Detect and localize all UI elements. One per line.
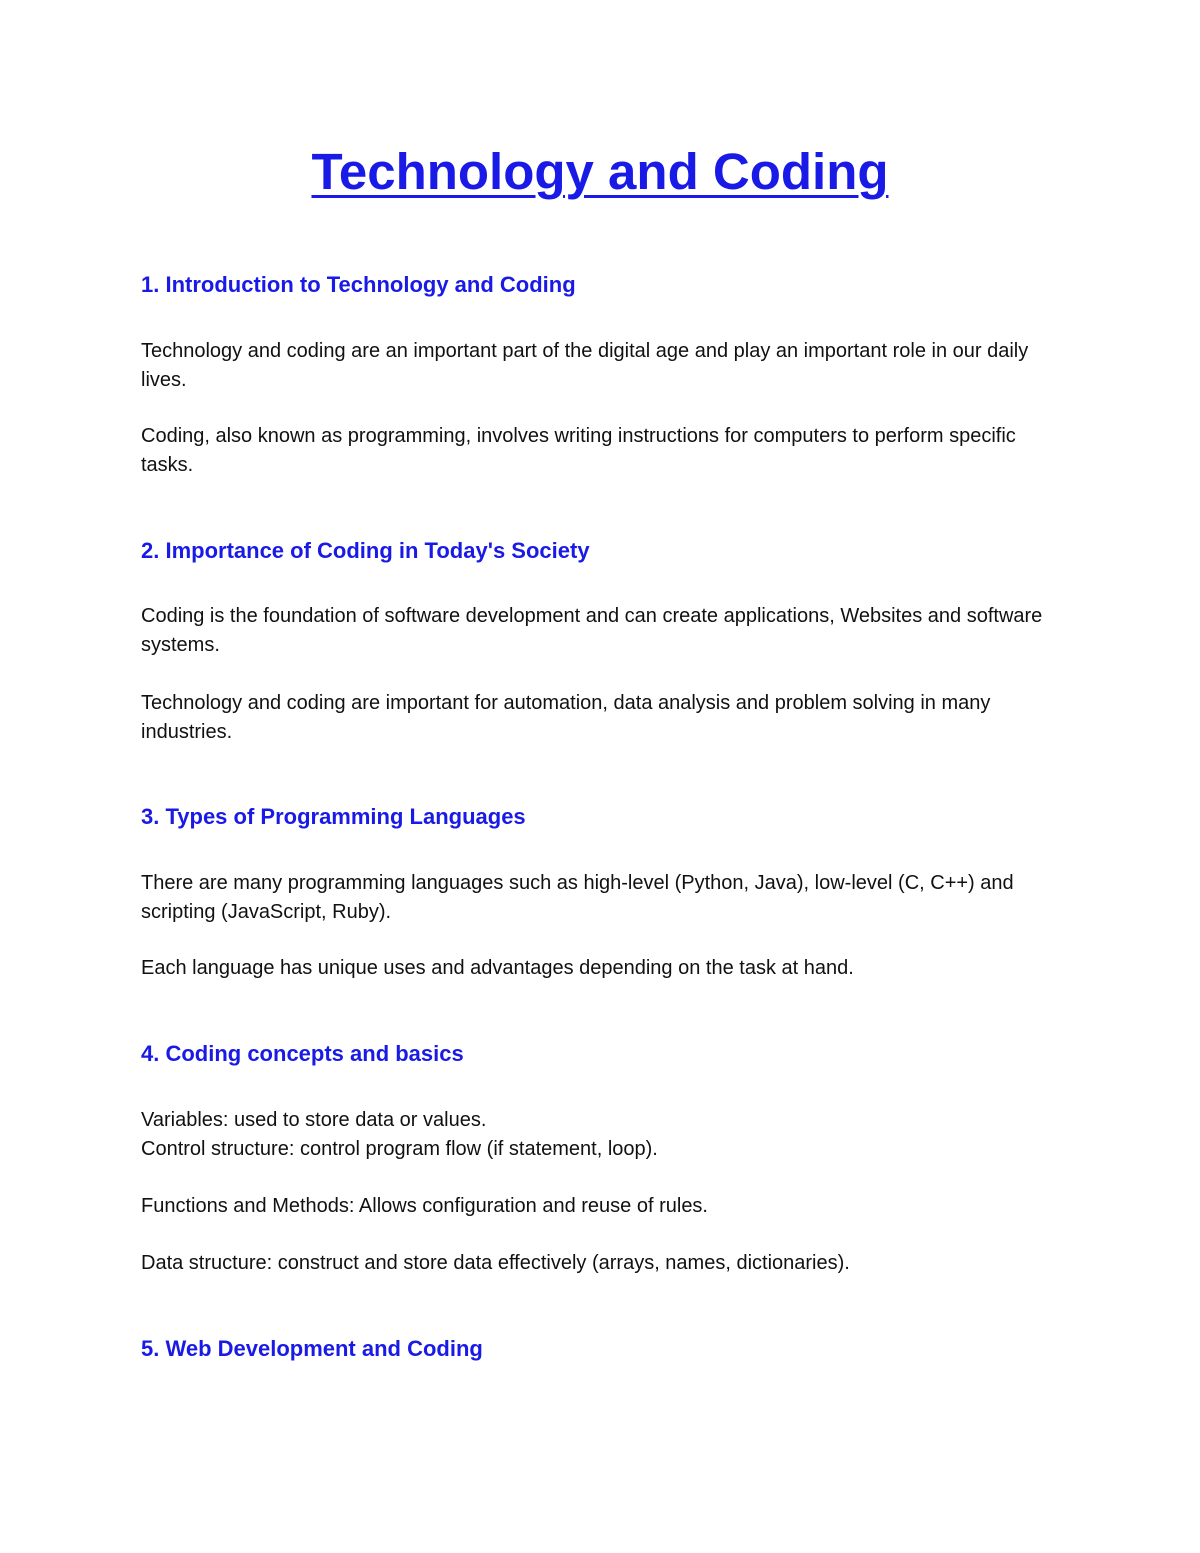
- section-paragraph: Data structure: construct and store data effectively (arrays, names, dictionaries).: [141, 1252, 850, 1274]
- section-paragraph: Control structure: control program flow (if statement, loop).: [141, 1138, 658, 1160]
- section-paragraph: Each language has unique uses and advantages depending on the task at hand.: [141, 957, 854, 979]
- section-paragraph: Variables: used to store data or values.: [141, 1109, 487, 1131]
- section-heading-importance: 2. Importance of Coding in Today's Society: [141, 538, 590, 563]
- section-paragraph: Coding, also known as programming, involves writing instructions for computers to perform specific tasks.: [141, 425, 1016, 476]
- section-heading-concepts: 4. Coding concepts and basics: [141, 1041, 464, 1066]
- section-paragraph: Technology and coding are important for automation, data analysis and problem solving in many industries.: [141, 692, 991, 743]
- section-heading-introduction: 1. Introduction to Technology and Coding: [141, 272, 576, 297]
- section-paragraph: There are many programming languages such as high-level (Python, Java), low-level (C, C++) and scripting (JavaScript, Ruby).: [141, 872, 1014, 923]
- document-title: Technology and Coding: [311, 143, 889, 200]
- section-heading-web-development: 5. Web Development and Coding: [141, 1336, 483, 1361]
- section-paragraph: Functions and Methods: Allows configuration and reuse of rules.: [141, 1195, 708, 1217]
- section-paragraph: Technology and coding are an important part of the digital age and play an important role in our daily lives.: [141, 340, 1029, 391]
- section-heading-types: 3. Types of Programming Languages: [141, 804, 526, 829]
- section-paragraph: Coding is the foundation of software development and can create applications, Websites and software systems.: [141, 605, 1043, 656]
